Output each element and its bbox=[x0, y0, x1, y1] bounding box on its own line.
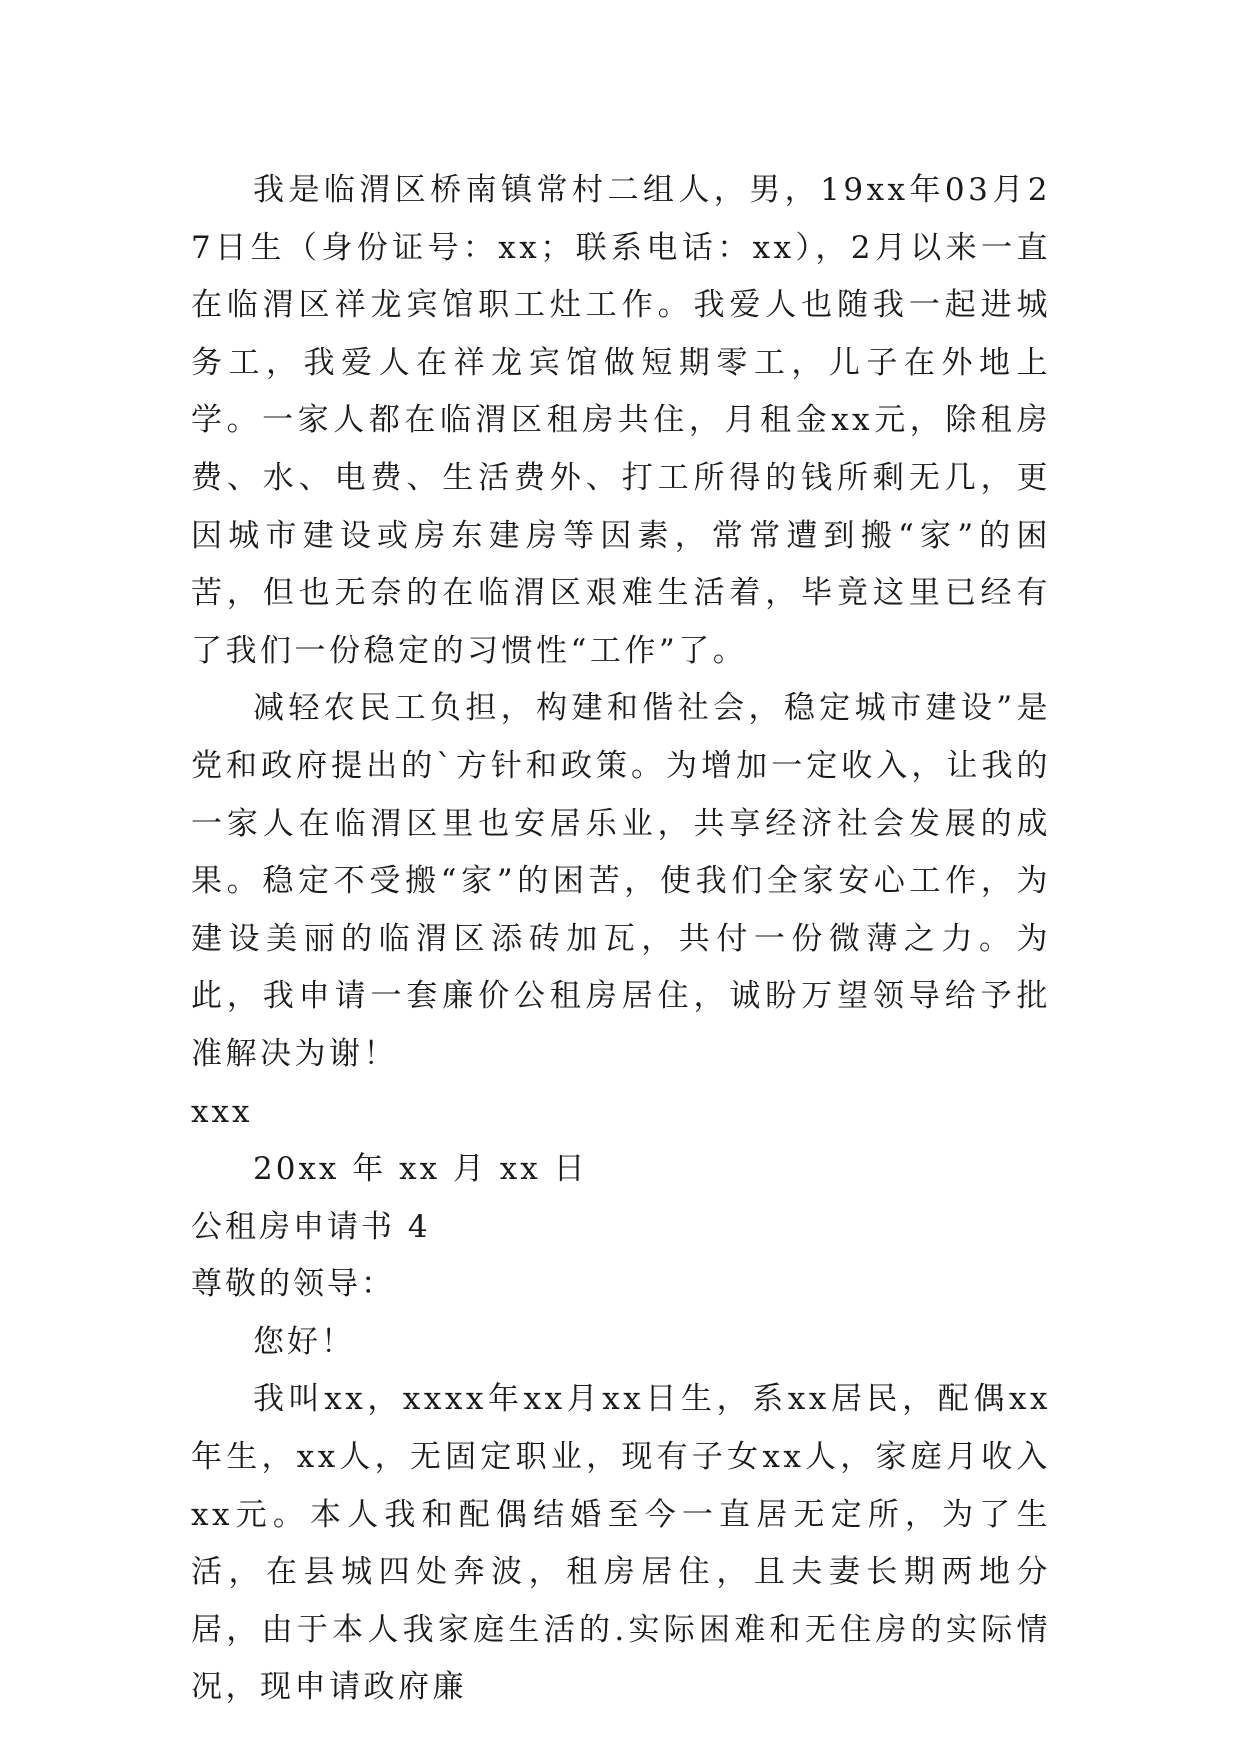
paragraph-housing-situation: 我是临渭区桥南镇常村二组人，男，19xx年03月27日生（身份证号：xx；联系电话：xx），2月以来一直在临渭区祥龙宾馆职工灶工作。我爱人也随我一起进城务工，我爱人在祥龙宾馆做短期零工，儿子在外地上学。一家人都在临渭区租房共住，月租金xx元，除租房费、水、电费、生活费外、打工所得的钱所剩无几，更因城市建设或房东建房等因素，常常遭到搬“家”的困苦，但也无奈的在临渭区艰难生活着，毕竟这里已经有了我们一份稳定的习惯性“工作”了。 bbox=[191, 172, 1051, 669]
paragraph-application-reason: 减轻农民工负担，构建和偕社会，稳定城市建设”是党和政府提出的`方针和政策。为增加一定收入，让我的一家人在临渭区里也安居乐业，共享经济社会发展的成果。稳定不受搬“家”的困苦，使我们全家安心工作，为建设美丽的临渭区添砖加瓦，共付一份微薄之力。为此，我申请一套廉价公租房居住，诚盼万望领导给予批准解决为谢！ bbox=[191, 690, 1051, 1072]
signature: xxx bbox=[191, 1093, 253, 1130]
paragraph-applicant-info: 我叫xx，xxxx年xx月xx日生，系xx居民，配偶xx年生，xx人，无固定职业，现有子女xx人，家庭月收入xx元。本人我和配偶结婚至今一直居无定所，为了生活，在县城四处奔波，租房居住，且夫妻长期两地分居，由于本人我家庭生活的.实际困难和无住房的实际情况，现申请政府廉 bbox=[191, 1381, 1051, 1706]
document-body bbox=[191, 162, 1051, 1717]
greeting: 您好！ bbox=[253, 1323, 355, 1360]
salutation: 尊敬的领导： bbox=[191, 1266, 395, 1303]
date-line: 20xx 年 xx 月 xx 日 bbox=[253, 1151, 588, 1188]
section-title: 公租房申请书 4 bbox=[191, 1208, 431, 1245]
